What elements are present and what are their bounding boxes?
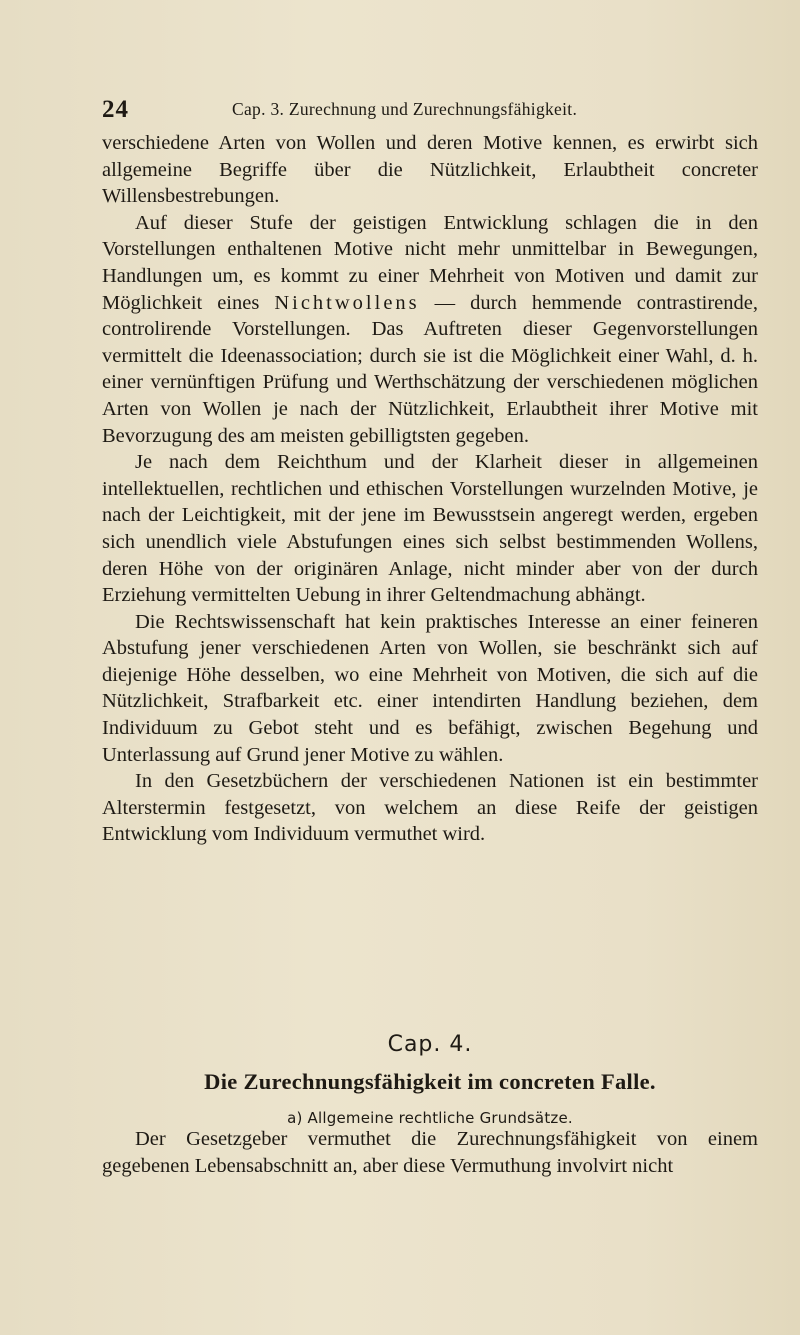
- chapter-title: Die Zurechnungsfähigkeit im concreten Falle.: [204, 1069, 656, 1094]
- paragraph: verschiedene Arten von Wollen und deren Motive kennen, es erwirbt sich allgemeine Begriffe über die Nützlichkeit, Erlaubtheit concreter Willensbestrebungen.: [102, 132, 758, 208]
- paragraph: [102, 210, 758, 449]
- chapter-heading: [102, 1030, 758, 1128]
- paragraph: In den Gesetzbüchern der verschiedenen Nationen ist ein bestimmter Alterstermin festgesetzt, von welchem an diese Reife der geistigen Entwicklung vom Individuum vermuthet wird.: [102, 770, 758, 846]
- running-head: Cap. 3. Zurechnung und Zurechnungsfähigkeit.: [232, 99, 578, 119]
- tail-text: [102, 1126, 758, 1179]
- page-number: 24: [102, 96, 129, 123]
- paragraph: Je nach dem Reichthum und der Klarheit dieser in allgemeinen intellektuellen, rechtlichen und ethischen Vorstellungen wurzelnden Motive, je nach der Leichtigkeit, mit der jene im Bewusstsein angeregt werden, ergeben sich unendlich viele Abstufungen eines sich selbst bestimmenden Wollens, deren Höhe von der originären Anlage, nicht minder aber von der durch Erziehung vermittelten Uebung in ihrer Geltendmachung abhängt.: [102, 451, 758, 607]
- emphasized-word: Nichtwollens: [274, 291, 420, 314]
- body-text: [102, 130, 758, 848]
- paragraph-text: — durch hemmende contrastirende, controlirende Vorstellungen. Das Auftreten dieser Gegenvorstellungen vermittelt die Ideenassociation; durch sie ist die Möglichkeit einer Wahl, d. h. einer vernünftigen Prüfung und Werthschätzung der verschiedenen möglichen Arten von Wollen je nach der Nützlichkeit, Erlaubtheit ihrer Motive mit Bevorzugung des am meisten gebilligtsten gegeben.: [102, 291, 758, 447]
- paragraph: Die Rechtswissenschaft hat kein praktisches Interesse an einer feineren Abstufung jener verschiedenen Arten von Wollen, sie beschränkt sich auf diejenige Höhe desselben, wo eine Mehrheit von Motiven, die sich auf die Nützlichkeit, Strafbarkeit etc. einer intendirten Handlung beziehen, dem Individuum zu Gebot steht und es befähigt, zwischen Begehung und Unterlassung auf Grund jener Motive zu wählen.: [102, 610, 758, 766]
- paragraph-text: Auf dieser Stufe der geistigen Entwicklung schlagen die in den Vorstellungen enthaltenen Motive nicht mehr unmittelbar in Bewegungen, Handlungen um, es kommt zu einer Mehrheit von Motiven und damit zur Möglichkeit eines: [102, 211, 758, 314]
- chapter-label: Cap. 4.: [387, 1032, 473, 1057]
- paragraph: Der Gesetzgeber vermuthet die Zurechnungsfähigkeit von einem gegebenen Lebensabschnitt an, aber diese Vermuthung involvirt nicht: [102, 1128, 758, 1177]
- page-header: [102, 96, 762, 126]
- section-title: a) Allgemeine rechtliche Grundsätze.: [287, 1109, 573, 1127]
